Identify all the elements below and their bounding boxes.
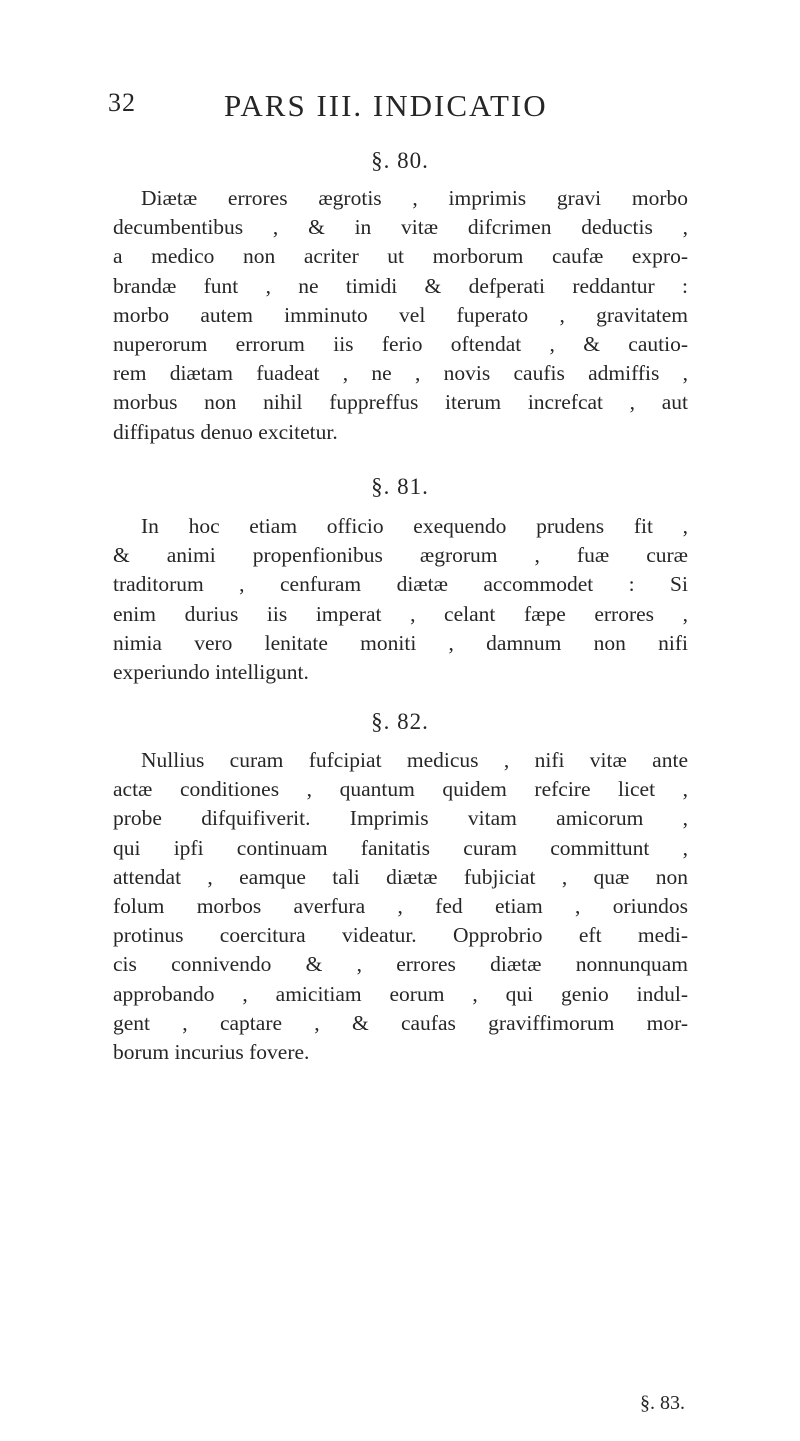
running-title: PARS III. INDICATIO [224,88,548,123]
section-heading-81: §. 81. [371,474,429,499]
text-line: enim durius iis imperat , celant fæpe errores , [113,601,688,626]
catchword: §. 83. [640,1392,685,1414]
text-line: nuperorum errorum iis ferio oftendat , & cautio- [113,331,688,356]
text-line: experiundo intelligunt. [113,659,309,684]
text-line: gent , captare , & caufas graviffimorum mor- [113,1010,688,1035]
paragraph-80 [113,184,688,447]
text-line: a medico non acriter ut morborum caufæ expro- [113,244,688,269]
text-line: borum incurius fovere. [113,1039,310,1064]
paragraph-82 [113,746,688,1067]
text-line: brandæ funt , ne timidi & defperati reddantur : [113,273,688,298]
text-line: rem diætam fuadeat , ne , novis caufis admiffis , [113,361,688,386]
text-line: morbo autem imminuto vel fuperato , gravitatem [113,302,688,327]
text-line: decumbentibus , & in vitæ difcrimen deductis , [113,215,688,240]
text-line: In hoc etiam officio exequendo prudens fit , [141,514,688,538]
text-line: probe difquifiverit. Imprimis vitam amicorum , [113,806,688,831]
text-line: traditorum , cenfuram diætæ accommodet : Si [113,572,688,597]
text-line: actæ conditiones , quantum quidem refcire licet , [113,777,688,802]
section-heading-80: §. 80. [371,148,429,173]
text-line: cis connivendo & , errores diætæ nonnunquam [113,952,688,977]
text-line: folum morbos averfura , fed etiam , oriundos [113,893,688,918]
page-number: 32 [108,88,136,117]
text-line: morbus non nihil fuppreffus iterum increfcat , aut [113,390,688,415]
paragraph-81 [113,512,688,687]
text-line: diffipatus denuo excitetur. [113,419,338,444]
section-heading-82: §. 82. [371,709,429,734]
running-head [108,88,668,128]
text-line: Nullius curam fufcipiat medicus , nifi vitæ ante [141,748,688,772]
text-line: & animi propenfionibus ægrorum , fuæ curæ [113,543,688,568]
text-line: attendat , eamque tali diætæ fubjiciat , quæ non [113,864,688,889]
text-line: protinus coercitura videatur. Opprobrio eft medi- [113,923,688,948]
text-line: nimia vero lenitate moniti , damnum non nifi [113,630,688,655]
text-line: qui ipfi continuam fanitatis curam committunt , [113,835,688,860]
text-line: approbando , amicitiam eorum , qui genio indul- [113,981,688,1006]
text-line: Diætæ errores ægrotis , imprimis gravi morbo [141,186,688,210]
